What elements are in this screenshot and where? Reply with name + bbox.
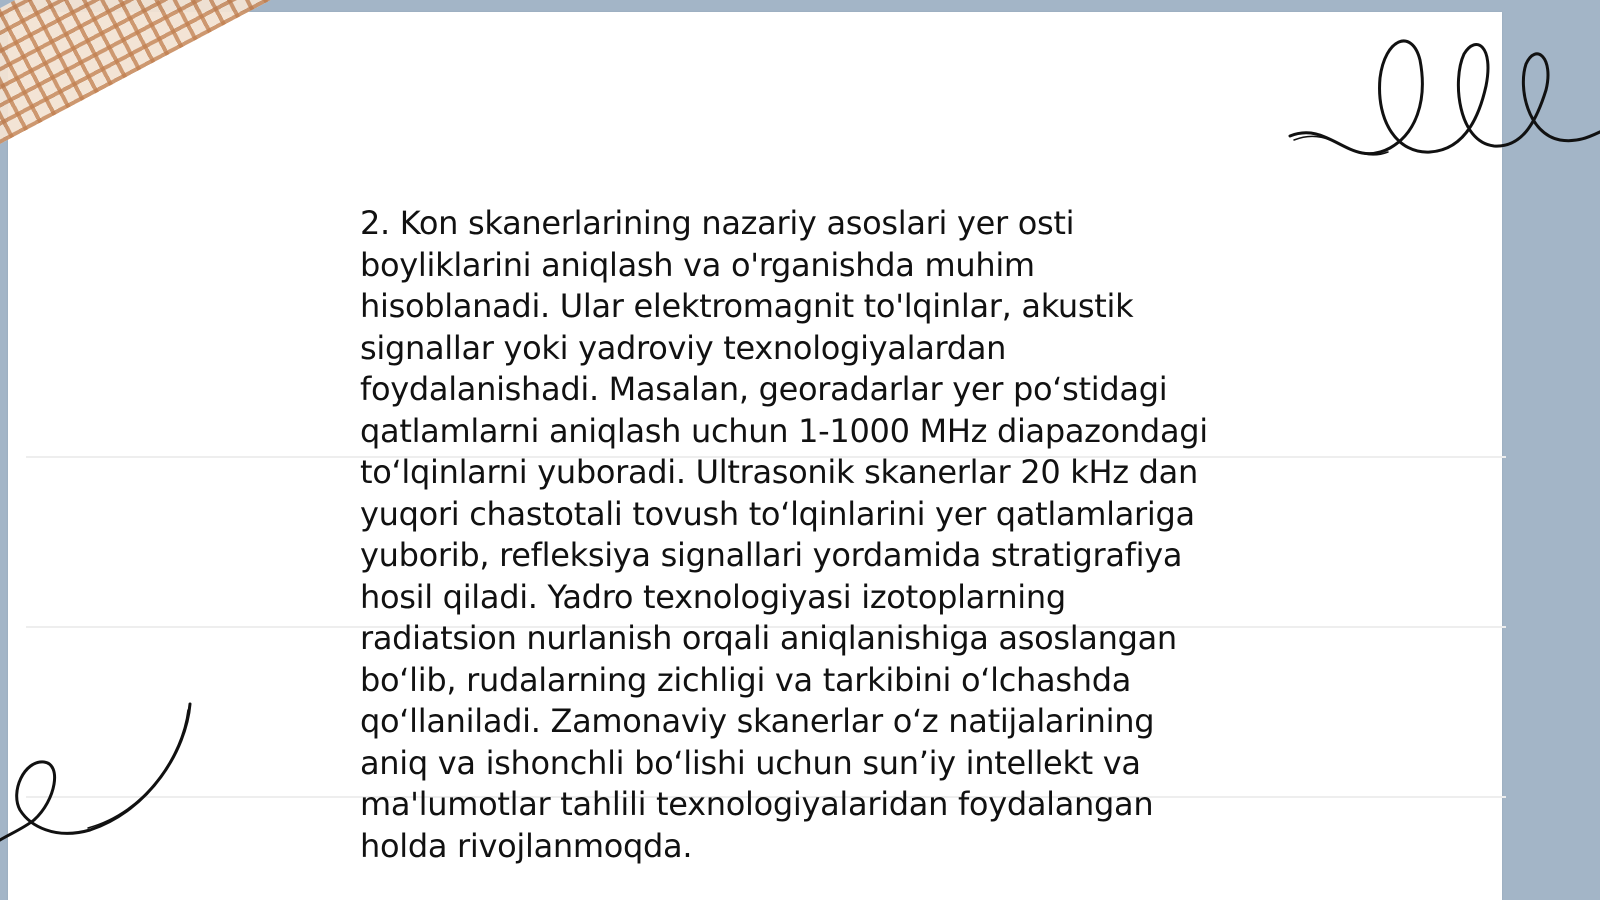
text-line: 2. Kon skanerlarining nazariy asoslari yer osti (360, 204, 1075, 242)
text-line: qatlamlarni aniqlash uchun 1-1000 MHz diapazondagi (360, 411, 1208, 450)
cursive-swirl-doodle-icon (0, 700, 200, 850)
text-line: holda rivojlanmoqda. (360, 826, 693, 865)
text-line: foydalanishadi. Masalan, georadarlar yer po‘stidagi (360, 370, 1168, 408)
text-line: to‘lqinlarni yuboradi. Ultrasonik skanerlar 20 kHz dan (360, 453, 1198, 491)
text-line: bo‘lib, rudalarning zichligi va tarkibini o‘lchashda (360, 660, 1132, 699)
text-line: ma'lumotlar tahlili texnologiyalaridan foydalangan (360, 785, 1154, 823)
text-line: signallar yoki yadroviy texnologiyalardan (360, 328, 1007, 367)
text-line: hosil qiladi. Yadro texnologiyasi izotoplarning (360, 577, 1066, 616)
text-line: radiatsion nurlanish orqali aniqlanishiga asoslangan (360, 619, 1177, 657)
text-line: yuborib, refleksiya signallari yordamida stratigrafiya (360, 536, 1183, 574)
body-paragraph (360, 203, 1260, 867)
text-line: boyliklarini aniqlash va o'rganishda muhim (360, 245, 1035, 284)
text-line: aniq va ishonchli bo‘lishi uchun sun’iy intellekt va (360, 743, 1141, 782)
cursive-loop-doodle-icon (1290, 30, 1600, 170)
text-line: qo‘llaniladi. Zamonaviy skanerlar o‘z natijalarining (360, 702, 1155, 740)
text-line: yuqori chastotali tovush to‘lqinlarini yer qatlamlariga (360, 494, 1195, 533)
text-line: hisoblanadi. Ular elektromagnit to'lqinlar, akustik (360, 287, 1134, 325)
